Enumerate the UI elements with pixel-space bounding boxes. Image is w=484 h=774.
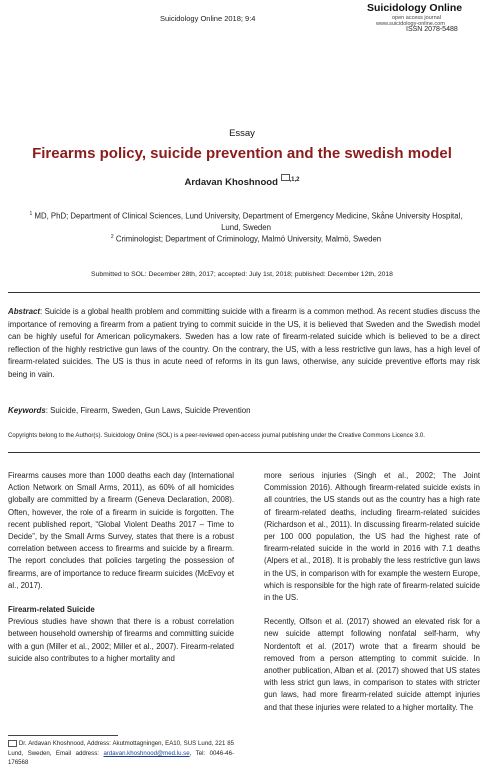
keywords [8, 406, 480, 415]
abstract-text: : Suicide is a global health problem and committing suicide with a firearm is a common method. As recent studies discuss the importance of removing a firearm from a patient trying to commit suicide in the US, it is believed that Sweden and the Swedish model can be highly useful for American policymakers. Sweden has a low rate of firearm-related suicide which is believed to be a direct reflection of the highly restrictive gun laws of the country. On the contrary, the US, with a less restrictive gun laws, has a high level of firearm-related suicides. The US is thus in acute need of reforms in its gun laws, otherwise, any suicide preventive efforts may risk being in vain. [8, 307, 480, 379]
section-heading: Firearm-related Suicide [8, 605, 95, 615]
affiliation-2 [26, 234, 466, 244]
submission-dates: Submitted to SOL: December 28th, 2017; accepted: July 1st, 2018; published: December 12th, 2018 [91, 271, 393, 278]
footnote-text: Dr. Ardavan Khoshnood, Address: Akutmottagningen, EA10, SUS Lund, 221 85 Lund, Sweden, Email address: [8, 740, 234, 757]
corresponding-author-footnote [8, 739, 234, 768]
body-paragraph: more serious injuries (Singh et al., 2002; The Joint Commission 2016). Although firearm-related suicide exists in all countries, the US stands out as the country has a high rate of firearm-related deaths, including firearm-related suicides (Richardson et al., 2011). In discussing firearm-related suicide per 100 000 population, the US had the highest rate of firearm-related suicide in the world in 2016 with 7.1 deaths (Alpers et al., 2018). It is probably the less restrictive gun laws in the US, in comparison with for example the western Europe, which is responsible for the high rate of firearm-related suicide in the US. [264, 471, 480, 603]
author-line [0, 177, 484, 188]
article-title: Firearms policy, suicide prevention and the swedish model [32, 145, 452, 162]
issn: ISSN 2078-5488 [406, 26, 458, 33]
divider [8, 292, 480, 293]
abstract-label: Abstract [8, 307, 41, 316]
affiliation-1-number: 1 [29, 211, 33, 217]
affiliation-1 [26, 209, 466, 233]
logo-url: www.suicidology-online.com [376, 21, 445, 27]
journal-citation: Suicidology Online 2018; 9:4 [160, 14, 256, 23]
article-type: Essay [229, 128, 255, 139]
body-column-right [264, 470, 480, 714]
abstract [8, 306, 480, 381]
body-paragraph: Firearms causes more than 1000 deaths each day (International Action Network on Small Arms, 2011), as 60% of all homicides globally are committed by a firearm (Geneva Declaration, 2008). Often, however, the role of a firearm in suicide is forgotten. The recent published report, “Global Violent Deaths 2017 – Time to Decide”, by the Small Arms Survey, states that there is a robust correlation between access to firearms and suicide by a firearm. The report concludes that policies targeting the possession of firearms, are of importance to reduce firearm suicides (McEvoy et al., 2017). [8, 471, 234, 590]
author-affiliation-marks: ,1,2 [289, 177, 300, 183]
keywords-label: Keywords [8, 406, 46, 415]
divider [8, 452, 480, 453]
body-column-left [8, 470, 234, 665]
affiliation-2-number: 2 [110, 234, 114, 240]
footnote-divider [8, 735, 118, 736]
email-link[interactable]: ardavan.khoshnood@med.lu.se [103, 749, 190, 757]
logo-title: Suicidology Online [367, 2, 463, 14]
envelope-icon [281, 174, 290, 181]
envelope-icon [8, 740, 17, 747]
copyright-notice: Copyrights belong to the Author(s). Suicidology Online (SOL) is a peer-reviewed open-access journal publishing under the Creative Commons Licence 3.0. [8, 432, 425, 439]
body-paragraph: Previous studies have shown that there is a robust correlation between household ownership of firearms and committing suicide with a gun (Miller et al., 2002; Miller et al., 2007). Firearm-related suicide also contributes to a higher mortality and [8, 617, 234, 663]
body-paragraph: Recently, Olfson et al. (2017) showed an elevated risk for a new suicide attempt following nonfatal self-harm, why Nordentoft et al. (2017) wrote that a firearm should be removed from a person attempting to commit suicide. In another publication, Alban et al. (2017) showed that US states with less strict gun laws, in comparison to states with stricter gun laws, had more firearm-related suicide attempt injuries and that these injuries were related to a higher mortality. The [264, 617, 480, 712]
author-name: Ardavan Khoshnood [184, 177, 278, 189]
affiliation-1-text: MD, PhD; Department of Clinical Sciences, Lund University, Department of Emergency Medicine, Skåne University Hospital, Lund, Sweden [34, 211, 463, 232]
affiliation-2-text: Criminologist; Department of Criminology, Malmö University, Malmö, Sweden [115, 234, 382, 244]
logo-subtitle: open access journal [392, 15, 441, 21]
footnote-phone: , Tel: 0046-46-176568 [8, 749, 234, 767]
keywords-text: : Suicide, Firearm, Sweden, Gun Laws, Suicide Prevention [45, 406, 251, 415]
